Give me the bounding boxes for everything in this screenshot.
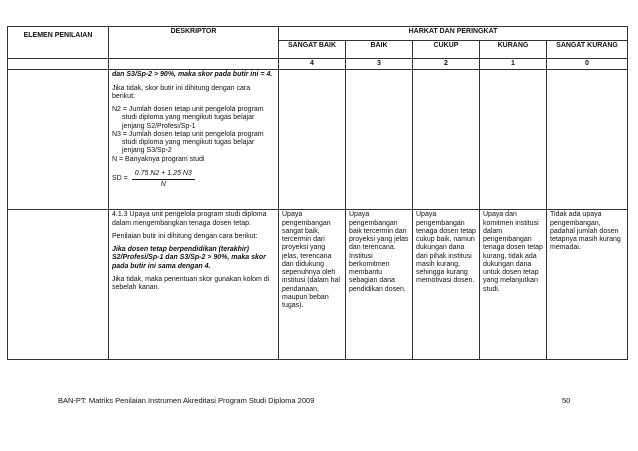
- elemen-cell: [8, 210, 109, 360]
- score-3: 3: [346, 59, 413, 70]
- table-row: [8, 70, 628, 210]
- header-level-sangat-baik: SANGAT BAIK: [279, 41, 346, 59]
- elemen-cell: [8, 70, 109, 210]
- calc-intro: Penilaian butir ini dihitung dengan cara berikut:: [112, 232, 258, 240]
- level-sangat-kurang-text: Tidak ada upaya pengembangan, padahal jumlah dosen tetapnya masih kurang memadai.: [547, 210, 628, 360]
- sd-numerator: 0.75 N2 + 1.25 N3: [132, 170, 195, 180]
- header-level-cukup: CUKUP: [413, 41, 480, 59]
- header-elemen: ELEMEN PENILAIAN: [8, 27, 109, 59]
- empty-level-cell: [346, 70, 413, 210]
- score-0: 0: [547, 59, 628, 70]
- condition-text: Jika dosen tetap berpendidikan (terakhir) S2/Profesi/Sp-1 dan S3/Sp-2 > 90%, maka skor pada butir ini sama dengan 4.: [112, 246, 266, 270]
- calc-intro: Jika tidak, skor butir ini dihitung dengan cara berikut:: [112, 84, 251, 100]
- page-footer: BAN-PT: Matriks Penilaian Instrumen Akreditasi Program Studi Diploma 2009: [58, 396, 315, 405]
- sd-denominator: N: [160, 181, 166, 188]
- definition-n2: N2 = Jumlah dosen tetap unit pengelola program studi diploma yang mengikuti tugas belajar jenjang S2/Profesi/Sp-1: [112, 106, 264, 130]
- deskriptor-cell: [109, 70, 279, 210]
- sd-formula: [112, 170, 275, 190]
- table-row: [8, 210, 628, 360]
- level-baik-text: Upaya pengembangan baik tercermin dari proyeksi yang jelas dan terencana. Institusi berkomitmen membantu sebagian dana pendidikan dosen.: [346, 210, 413, 360]
- continuation-text: dan S3/Sp-2 > 90%, maka skor pada butir ini = 4.: [112, 71, 273, 79]
- definition-n3: N3 = Jumlah dosen tetap unit pengelola program studi diploma yang mengikuti tugas belajar jenjang S3/Sp-2: [112, 130, 264, 155]
- header-level-kurang: KURANG: [480, 41, 547, 59]
- level-kurang-text: Upaya dan komitmen institusi dalam pengembangan tenaga dosen tetap kurang, tidak ada dukungan dana untuk dosen tetap yang melanjutkan studi.: [480, 210, 547, 360]
- header-level-baik: BAIK: [346, 41, 413, 59]
- level-cukup-text: Upaya pengembangan tenaga dosen tetap cukup baik, namun dukungan dana dari pihak institusi masih kurang, sehingga kurang memotivasi dosen.: [413, 210, 480, 360]
- empty-level-cell: [480, 70, 547, 210]
- sd-fraction: [132, 170, 195, 190]
- item-title: 4.1.3 Upaya unit pengelola program studi diploma dalam mengembangkan tenaga dosen tetap.: [112, 211, 267, 227]
- page-number: 50: [562, 396, 571, 405]
- definition-n: N = Banyaknya program studi: [112, 155, 205, 163]
- score-4: 4: [279, 59, 346, 70]
- score-blank: [8, 59, 109, 70]
- score-1: 1: [480, 59, 547, 70]
- header-deskriptor: DESKRIPTOR: [109, 27, 279, 59]
- score-2: 2: [413, 59, 480, 70]
- empty-level-cell: [413, 70, 480, 210]
- assessment-matrix-table: [7, 26, 628, 360]
- header-level-sangat-kurang: SANGAT KURANG: [547, 41, 628, 59]
- sd-label: SD =: [112, 175, 128, 183]
- deskriptor-cell: [109, 210, 279, 360]
- empty-level-cell: [547, 70, 628, 210]
- empty-level-cell: [279, 70, 346, 210]
- header-harkat: HARKAT DAN PERINGKAT: [279, 27, 628, 41]
- level-sangat-baik-text: Upaya pengembangan sangat baik, tercermin dari proyeksi yang jelas, terencana dan didukung sepenuhnya oleh institusi (dalam hal pendanaan, maupun beban tugas).: [279, 210, 346, 360]
- score-blank: [109, 59, 279, 70]
- fallback-text: Jika tidak, maka penentuan skor gunakan kolom di sebelah kanan.: [112, 275, 270, 291]
